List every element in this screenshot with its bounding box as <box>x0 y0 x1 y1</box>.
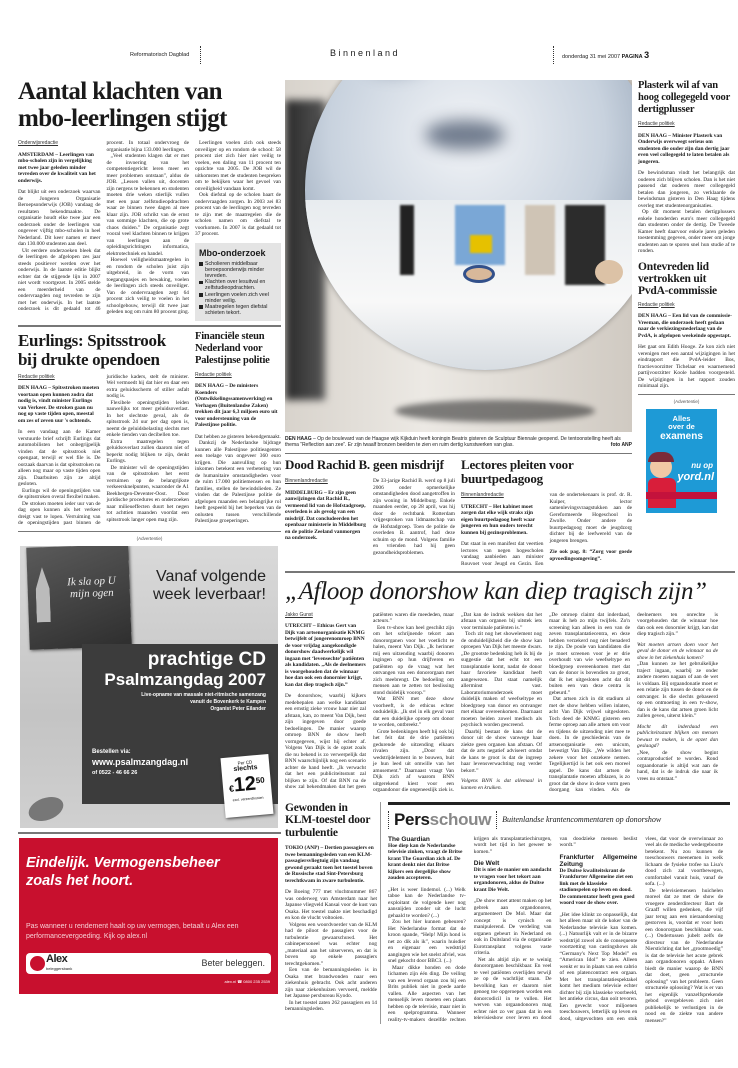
alex-advertisement[interactable] <box>19 838 278 994</box>
price-cents: 50 <box>255 775 266 786</box>
middle-column <box>285 80 632 567</box>
box-item: Scholieren middelbaar beroepsonderwijs minder tevreden. <box>199 261 277 280</box>
interview-question: Wat moeten artsen doen voor het geval de donor en de winnaar na de show in het ziekenhuis komen? <box>637 641 718 661</box>
top-article-body <box>18 140 281 321</box>
alex-contact: alex.nl ☎ 0800 235 2539 <box>224 978 270 984</box>
ad-body: Pas wanneer u rendement haalt op uw vermogen, betaalt u Alex een performancevergoeding. Kijk op alex.nl <box>26 922 239 940</box>
section-title: Binnenland <box>330 48 401 58</box>
paragraph: Dat blijkt uit een onderzoek waarvan de Jongeren Organisatie Beroepsonderwijs (JOB) vandaag de resultaten bekendmaakte. De organisatie houdt elke twee jaar een onderzoek onder de leerlingen van ongeveer vijftig mbo-scholen in heel Nederland. Dit keer namen er meer dan 130.000 studenten aan deel. <box>18 189 101 247</box>
byline: Redactie politiek <box>638 301 675 308</box>
byline: Redactie politiek <box>638 121 675 127</box>
eurlings-palestine-row <box>18 331 281 527</box>
paragraph: De donorshow, waarbij kijkers medebepalen aan welke kandidaat een ernstig zieke vrouw haar nier zal afstaan, kan, zo meent Van Dijk, best zijn ingegeven door goede bedoelingen. De manier waarop omroep BNN de show heeft vormgegeven, wijst hij echter af. Volgens Van Dijk is de opzet zoals die nu bekend is zo verwerpelijk dat BNN waarschijnlijk nog een scenario achter de hand heeft. „Ik verwacht dat het een publiciteitsstunt zal blijken te zijn. Of dat BNN na de show zal bekendmaken dat het geen patiënten waren die meededen, maar acteurs.” <box>285 611 454 791</box>
paragraph: Op dit moment betalen dertigplussers enkele honderden euro's meer collegegeld dan studenten onder de dertig. De Tweede Kamer heeft daarvoor enkele jaren geleden toestemming gegeven, onder meer om jonge studenten aan te sporen snel hun studie af te ronden. <box>638 209 735 254</box>
caption-text: – Op de boulevard van de Haagse wijk Kijkduin heeft koningin Beatrix gisteren de Sculptuur Biennale geopend. De tentoonstelling heeft als thema “Reflection aan zee”. Er zijn twaalf bronzen beelden te zien en ruim dertig kunstwerken van glas. <box>285 436 621 449</box>
persschouw-subtitle: Buitenlandse krantencommentaren op donorshow <box>502 815 662 825</box>
reflected-face <box>595 260 623 284</box>
paragraph: Grote bedenkingen heeft hij ook bij het feit dat de drie patiënten gedurende de uitzending elkaars rivalen zijn. „Door dat wedstrijdelement in te bouwen, buit je hun leed uit omwille van het amusement.” Daarnaast vraagt Van Dijk zich af waarom BNN uitgerekend kiest voor een orgaandonor die ongeneeslijk ziek is. „Dat kan de indruk wekken dat het afstaan van organen bij uitstek iets voor terminale patiënten is.” <box>373 611 542 794</box>
eurlings-article <box>18 331 189 527</box>
ontevreden-article <box>638 261 735 390</box>
headline-line: mbo-leerlingen stijgt <box>18 105 227 132</box>
persschouw-title <box>394 810 491 830</box>
see-also-link[interactable]: Zie ook pag. 8: “Zorg voor goede opvoedingsomgeving”. <box>549 549 632 562</box>
byline: Binnenlandredactie <box>285 478 328 485</box>
klm-headline: Gewonden in KLM-toestel door turbulentie <box>285 801 371 839</box>
newspaper-name: Die Welt <box>473 860 500 868</box>
byline: Onderwijsredactie <box>18 140 59 146</box>
price-whole: 12 <box>232 772 257 797</box>
article-lead: De Duitse kwaliteitskrant de Frankfurter Allgemeine ziet een link met de klassieke stadionspelen op leven en dood. De commentator heeft geen goed woord voor de show over. <box>559 867 635 907</box>
plasterk-headline: Plasterk wil af van hoog collegegeld voor dertigplusser <box>638 80 730 115</box>
photo-caption <box>285 436 632 449</box>
palestine-article <box>195 331 281 525</box>
reflected-figure <box>525 205 555 275</box>
page-date <box>562 50 649 60</box>
currency: € <box>228 783 235 795</box>
paragraph: Een tv-show kan heel geschikt zijn om het schrijnende tekort aan donororganen voor het voetlicht te halen, meent Van Dijk. „Ik herinner mij een uitzending waarbij donoren ingingen op hun drijfveren en patiënten op de vraag wat het ontvangen van een donororgaan met zich meebrengt. De bedoeling om mensen aan te zetten tot beslissing stond duidelijk voorop.” <box>373 624 454 696</box>
alex-phone: 0800 235 2539 <box>243 978 270 984</box>
yord-site[interactable]: yord.nl <box>677 471 714 483</box>
ad-text: nu op <box>691 461 713 470</box>
interview-question: Mocht dit inderdaad een publiciteitsstunt blijken om mensen bewust te maken, is de opzet dan geslaagd? <box>637 723 718 750</box>
advertisement-label: (Advertentie) <box>673 399 700 404</box>
cd-title-2: Psalmzangdag 2007 <box>104 670 266 690</box>
order-label: Bestellen via: <box>92 749 131 756</box>
article-lead: DEN HAAG – Een lid van de commissie-Vreeman, die onderzoek heeft gedaan naar de verkiezingsnederlaag van de PvdA, is afgelopen weekeinde opgestapt. <box>638 313 732 339</box>
headline-line: Aantal klachten van <box>18 78 222 105</box>
persschouw-header <box>388 810 730 830</box>
advertisement-label: (Advertentie) <box>136 536 163 542</box>
yord-advertisement[interactable] <box>646 409 717 513</box>
mbo-onderzoek-box <box>195 243 281 322</box>
divider <box>285 571 735 573</box>
ad-text: over de <box>668 422 695 431</box>
rachid-headline: Dood Rachid B. geen misdrijf <box>285 457 444 473</box>
box-item: Klachten over lesuitval en zelfstudieopdrachten. <box>199 279 277 291</box>
order-url[interactable]: www.psalmzangdag.nl <box>92 757 189 768</box>
headline-line: bij drukte opendoen <box>18 349 160 369</box>
paragraph: De minister wil de openingstijden van de spitsstroken het eerst verruimen op de belangrijkste verkeersknelpunten, waaronder de A1 Beekbergen-Deventer-Oost. Door juridische procedures en onderzoeken naar milieueffecten duurt het negen tot achttien maanden voordat een spitsstrook langer open mag zijn. <box>106 464 189 523</box>
cd-title <box>104 650 266 713</box>
interview-answer: „Nee, de show begint contraproductief te worden. Rond orgaandonatie is altijd wat aan de hand, dat is de indruk die naar ik vrees nu ontstaat.” <box>637 749 718 782</box>
paragraph: Uit eerdere onderzoeken bleek dat de leerlingen de afgelopen zes jaar steeds positiever werden over het onderwijs. In de laatste editie blijkt echter dat de stijgende lijn in 2007 niet wordt voortgezet. In 2005 stelde een meerderheid van de ondervraagden nog tevreden te zijn met het onderwijs. In het laatste onderzoek is dit gedaald tot 46 procent. In totaal ondervroeg de organisatie bijna 133.000 leerlingen. <box>18 140 189 312</box>
byline: Jakko Gunst <box>285 611 313 618</box>
paragraph: Net als altijd zijn er te weinig donororganen beschikbaar. En veel te veel patiënten overlijden terwijl ze op de wachtlijst staan. De bevolking kan er daarom niet genoeg toe opgeroepen worden een donorcodicil in te vullen. Het werven van orgaandonoren mag echter niet zo ver gaan dat in een televisieshow over leven en dood van doodzieke mensen beslist wordt.” <box>473 835 638 1022</box>
article-lead: Hoe diep kan de Nederlandse televisie zinken, vraagt de Britse krant The Guardian zich af. De krant denkt niet dat Britse kijkers een dergelijke show zouden accepteren. <box>388 842 463 882</box>
article-lead: MIDDELBURG – Er zijn geen aanwijzingen dat Rachid B., vermeend lid van de Hofstadgroep, overleden is als gevolg van een misdrijf. Dat concludeerden het openbaar ministerie in Middelburg en de politie Zeeland vanmorgen na onderzoek. <box>285 489 366 542</box>
cd-desc: Organist Peter Eilander <box>210 706 266 713</box>
cloud-reflection <box>425 120 505 150</box>
lectores-article <box>461 458 632 567</box>
divider <box>18 832 281 834</box>
paragraph: Een van de bemanningsleden is in Osaka met brandwonden naar een ziekenhuis gebracht. Ook acht anderen zijn naar ziekenhuizen vervoerd, meldde het Japanse persbureau Kyodo. <box>285 967 377 1000</box>
paragraph: „Het is weer lindemol. (...) Welk taboe kan de Nederlandse tv-exploitant de volgende keer nog aansnijden zonder uit de lucht gehaald te worden? (...) <box>388 886 466 919</box>
box-item: Leerlingen voelen zich veel minder veilig. <box>199 292 277 304</box>
alex-eye-icon <box>30 956 45 971</box>
sculpture-photo <box>285 80 632 432</box>
alex-slogan: Beter beleggen. <box>201 957 265 968</box>
header-divider <box>553 46 554 64</box>
box-item: Maatregelen tegen diefstal schieten tekort. <box>199 304 277 316</box>
article-lead: TOKIO (ANP) – Dertien passagiers en twee bemanningsleden van een KLM-passagiersvliegtuig zijn vandaag gewond geraakt toen het toestel boven de Russische stad Sint-Petersburg terechtkwam in zware turbulentie. <box>285 845 374 884</box>
paragraph: Wat BNN met deze show voorheeft, is de ethicus echter onduidelijk. „Ik stel in elk geval vast dat een duidelijke oproep om donor te worden, ontbreekt.” <box>373 696 454 729</box>
paragraph: „De omroep claimt dat inderdaad, maar ik heb zo mijn twijfels. Zo'n screening kan alleen in een van de zeven transplantatiecentra, en deze hebben verzekerd nog niet benaderd te zijn. De poule van kandidaten die je moet screenen voor je er drie overhoudt van wie weefseltype en bloedgroep overeenkomen met dat van de donor is bovendien zo groot, dat ik het uitgesloten acht dat dit buiten een van deze centra is gebeurd.” <box>549 611 630 696</box>
church-icon <box>35 567 51 622</box>
headline-line: Eurlings: Spitsstrook <box>18 330 166 350</box>
cd-cover <box>26 546 131 650</box>
alex-site[interactable]: alex.nl <box>224 978 237 984</box>
caption-location: DEN HAAG <box>285 436 312 442</box>
article-lead: DEN HAAG – Spitsstroken moeten voortaan open kunnen zodra dat nodig is, vindt minister Eurlings van Verkeer. De stroken gaan nu nog op vaste tijden open, meestal om zes of zeven uur 's ochtends. <box>18 385 100 424</box>
paragraph: Dankzij de Nederlandse bijdrage kunnen alle Palestijnse politieagenten een toelage van ongeveer 360 euro krijgen. Die aanvulling op hun inkomen betekent een verbetering van de humanitaire omstandigheden voor de ruim 17.000 politiemensen en hun families, stellen de bewindslieden. Ze vinden dat de Palestijnse politie de afgelopen maanden een belangrijke rol heeft gespeeld bij het beperken van de onlusten tussen verschillende Palestijnse groeperingen. <box>195 440 281 525</box>
left-column <box>18 78 281 994</box>
newspaper-name: Frankfurter Allgemeine Zeitung <box>559 853 638 868</box>
ontevreden-headline: Ontevreden lid vertrokken uit PvdA-commissie <box>638 260 717 297</box>
alex-logo: Alex <box>46 952 68 965</box>
persschouw-section <box>380 802 730 1025</box>
order-phone: of 0522 - 46 66 26 <box>92 770 138 777</box>
student-hair <box>648 452 674 462</box>
byline: Redactie politiek <box>18 373 55 380</box>
paragraph: Volgens een woordvoerder van de KLM had de piloot de passagiers voor de turbulentie gewaarschuwd. Het cabinepersoneel was echter nog „materiaal aan het uitserveren, en dat is boven op enkele passagiers terechtgekomen.” <box>285 921 377 967</box>
paragraph: Maar dikke honden en dode lichamen zijn één ding. De veiling van een levend orgaan zou bij een Brits publiek niet in goede aarde vallen. Alle aspecten van het menselijk leven moeten een plaats hebben op de televisie, maar niet in een spelprogramma. Wanneer reality-tv-makers dezelfde rechten krijgen als transplantatiechirurgen, wordt het tijd in het geweer te komen.” <box>388 835 552 1023</box>
photo-credit: foto ANP <box>610 442 632 449</box>
article-lead: DEN HAAG – De ministers Koenders (Ontwikkelingssamenwerking) en Verhagen (Buitenlandse Zaken) trekken dit jaar 6,3 miljoen euro uit voor ondersteuning van de Palestijnse politie. <box>195 383 278 429</box>
rachid-article <box>285 458 455 556</box>
cd-advertisement[interactable] <box>20 546 278 828</box>
paragraph: Toch zit nog het showelement nog de onduidelijkheid die de show kan oproepen Van Dijk het meeste dwars. „De grootste bedenking heb ik bij de suggestie dat het echt tot een transplantatie komt, nadat de donor haar favoriete kandidaat heeft aangewezen. Dat staat namelijk allerminst vast. Laboratoriumonderzoek moet duidelijk maken of weefseltype en bloedgroep van donor en ontvanger met elkaar overeenkomen. Daarnaast moeten beiden zowel medisch als psychisch worden gescreend. <box>461 631 542 729</box>
paragraph: In het toestel zaten 262 passagiers en 14 bemanningsleden. <box>285 999 377 1013</box>
donor-headline: „Afloop donorshow kan diep tragisch zijn” <box>285 577 707 605</box>
paragraph: „Het idee klinkt zo onpasselijk, dat het alleen maar uit de koker van de Nederlandse televisie kan komen. (...) Natuurlijk valt er in de bizarre wedstrijd zowel als de consequente voortzetting van castingshows als “Germany's Next Top Model” en “American Idol” te zien. Alleen wenkt er nu in plaats van een cabrio of een platencontract een orgaan. Met het transplantatiespektakel komt het medium televisie echter dichter bij zijn klassieke voorbeeld, het antieke circus, dan ooit tevoren. Een gevecht voor miljoenen toeschouwers, letterlijk op leven en dood, uitgevochten om een stuk vlees, dat voor de overwinnaar zo veel als de medische wedergeboorte betekent. Nu zou kunnen de toeschouwers meenemen in welk lichaam de fysieke trofee na Lisa's dood zich zal voortbewegen, comfortabel vanuit huis, vanaf de sofa. (...) <box>559 835 723 1022</box>
header-divider <box>200 46 201 64</box>
ad-headline: Eindelijk. Vermogensbeheer <box>26 854 220 871</box>
article-lead: UTRECHT – Ethicus Gert van Dijk van artsenorganisatie KNMG betwijfelt of jongerenomroep BNN de voor vrijdag aangekondigde donorshow daadwerkelijk wil ingaan met ‘levensechte’ patiënten als kandidaten. „Als de deelnemers is voorgehouden dat de winnaar hoe dan ook een donornier krijgt, kan dat diep tragisch zijn.” <box>285 623 366 688</box>
ad-headline: zoals het hoort. <box>26 872 134 889</box>
paragraph: Leerlingen voelen zich ook steeds onveiliger op en rondom de school: 58 procent ziet zich hier niet veilig te voelen, een daling van 11 procent ten opzichte van 2005. De JOB wil de uitkomsten met de studenten bespreken om te bekijken waar het gevoel van onveiligheid vandaan komt. <box>195 140 281 192</box>
cover-title: Ik sla op U mijn ogen <box>66 575 116 601</box>
paragraph: De Boeing 777 met vluchtnummer 867 was onderweg van Amsterdam naar het Japanse vliegveld Kansai voor de kust van Osaka. Het toestel raakte niet beschadigd en kon de vlucht voltooien. <box>285 889 377 922</box>
paragraph: Ook diefstal op de scholen baart de ondervraagden zorgen. In 2003 zei 83 procent van de leerlingen nog tevreden te zijn met de maatregelen die de scholen namen om diefstal te voorkomen. In 2007 is dat gedaald tot 37 procent. <box>195 192 281 237</box>
psalmzangdag-logo <box>25 793 66 826</box>
article-lead: UTRECHT – Het kabinet moet zorgen dat elke wijk straks zijn eigen buurtpedagoog heeft waar jongeren en hun ouders terecht kunnen bij gezinsproblemen. <box>461 503 536 536</box>
paragraph: Flexibele openingstijden leiden nauwelijks tot meer geluidsoverlast. In het slechtste geval, als de spitsstrook 24 uur per dag open is, neemt de geluidsbelasting slechts met enkele tienden van decibellen toe. <box>106 399 189 439</box>
bottom-row <box>285 802 735 1025</box>
header-divider <box>496 811 497 829</box>
interview-answer: „Dan kunnen ze het gebruikelijke traject ingaan, waarbij ze onder andere moeten nagaan of aan de wet is voldaan. Bij orgaandonatie moet er een relatie zijn tussen de donor en de ontvanger. Is die slechts gebaseerd op een ontmoeting in een tv-show, dan is de kans dat artsen groen licht zullen geven, uiterst klein.” <box>637 661 718 720</box>
paragraph: Extra maatregelen tegen geluidsoverlast zullen daarom niet of beperkt nodig blijken te zijn, denkt Eurlings. <box>106 438 189 465</box>
header-divider <box>388 811 389 829</box>
paragraph: Daarbij bestaat de kans dat de donor uit de show vanwege haar ziekte geen organen kan afstaan. Of dat de arts negatief adviseert omdat de kans te groot is dat de ingreep haar levensverwachting nog verder bekort.” <box>461 728 542 774</box>
article-lead: AMSTERDAM – Leerlingen van mbo-scholen zijn in vergelijking met twee jaar geleden minder tevreden over de kwaliteit van het onderwijs. <box>18 151 96 184</box>
lectores-headline: Lectores pleiten voor buurtpedagoog <box>461 457 574 487</box>
divider <box>18 531 281 533</box>
persschouw-top-rule <box>388 802 730 805</box>
byline: Binnenlandredactie <box>461 492 504 499</box>
reflected-figure <box>470 235 492 253</box>
alex-logo-sub: beleggersbank <box>46 965 73 971</box>
paragraph: Het gaat om Edith Hooge. Ze kon zich niet verenigen met een aantal wijzigingen in het eindrapport die PvdA-leider Bos, fractievoorzitter Tichelaar en waarnemend partijvoorzitter Koole hadden voorgesteld. De wijzigingen in het rapport zouden minimaal zijn. <box>638 344 735 389</box>
ad-text: examens <box>660 431 703 442</box>
box-title: Mbo-onderzoek <box>199 247 266 258</box>
page-label: PAGINA <box>621 54 643 60</box>
ad-band <box>646 492 717 499</box>
price-tag <box>220 754 273 818</box>
alex-logo-bar <box>26 953 271 974</box>
cd-title-1: prachtige CD <box>147 649 266 671</box>
right-area <box>285 80 735 1024</box>
palestine-headline: Financiële steun Nederland voor Palestijnse politie <box>195 330 270 366</box>
paragraph: In een vandaag aan de Kamer verstuurde brief schrijft Eurlings dat automobilisten het onbegrijpelijk vinden dat de spitsstrook niet opengaat, terwijl er wel file is. De oorzaak daarvan is dat spitsstroken nu alleen nog maar op vaste tijden open zijn. Daarbuiten zijn ze altijd gesloten. <box>18 429 101 488</box>
plasterk-article <box>638 80 735 255</box>
article-lead: Dit is niet de manier om aandacht te vragen voor het tekort aan organdonoren, aldus de Duitse krant Die Welt. <box>473 867 552 893</box>
paragraph: Dat staat in een manifest dat veertien lectores van negen hogescholen vandaag aanbieden aan minister Rouvoet voor Jeugd en Gezin. Een van de ondertekenaars is prof. dr. R. Kuiper, lector samenlevingsvraagstukken aan de Gereformeerde Hogeschool in Zwolle. Onder andere de buurtpedagoog moet de jeugdzorg dichter bij de leefwereld van de jongeren brengen. <box>461 492 632 567</box>
klm-article <box>285 802 377 1013</box>
article-lead: DEN HAAG – Minister Plasterk van Onderwijs overweegt serieus om studenten die ouder zijn dan dertig jaar even veel collegegeld te laten betalen als jongeren. <box>638 132 730 165</box>
donor-article-body <box>285 612 718 794</box>
byline: Redactie politiek <box>195 371 232 378</box>
date-text: donderdag 31 mei 2007 <box>562 54 621 60</box>
italic-note: Volgens BNN is dat allemaal in kannen en kruiken. <box>461 778 542 791</box>
page-number: 3 <box>644 50 650 60</box>
divider <box>638 394 735 396</box>
paragraph: Dat hebben ze gisteren bekendgemaakt. <box>195 433 281 440</box>
glass-sphere <box>305 80 632 370</box>
title-part: schouw <box>429 809 492 829</box>
eurlings-body <box>18 374 189 527</box>
paragraph: „Veel studenten klagen dat er met de invoering van het competentiegericht leren meer en meer problemen ontstaan”, aldus de JOB. „Lessen vallen uit, docenten zijn nergens te bekennen en studenten moeten drie weken stierlijk vullen met een paar zelfstudieopdrachten waar ze binnen twee dagen al mee klaar zijn. JOB schrikt van de ernst van sommige klachten, die op grote chaos duiden.” De organisatie zegt vooral veel klachten binnen te krijgen van leerlingen aan de opleidingsrichtingen informatica, elektrotechniek en handel. <box>106 153 189 257</box>
price-label: Per CD <box>237 759 253 767</box>
divider <box>18 325 281 327</box>
top-article-headline <box>18 78 281 132</box>
ad-tagline: Vanaf volgende week leverbaar! <box>153 568 266 604</box>
ad-text: Alles <box>672 414 691 423</box>
paragraph: „De show moet attent maken op het gebrek aan organdonoren, argumenteert De Mol. Maar dat concept is cynisch en manipulerend. De verdeling van organen gebeurt in Nederland en ook in Duitsland via de organisatie Eurotransplant volgens vaste criteria. <box>473 898 552 957</box>
paragraph: De televisiemensen huichelen moreel dat ze met de show de vroegere zenderdirecteur Bart de Graaff willen gedenken, die vijf jaar terug aan een nieraandoening gestorven is, voordat er voor hem een donororgaan beschikbaar was. (...) Ondertussen jubelt zelfs de directeur van de Nederlandse Nierstichting dat het „grootmoedig” is dat de televisie het acute gebrek aan organdonoren oppakt. Alleen biedt de manier waarop de BNN dat doet, geen „structurele oplossing” van het probleem. Geen structurele oplossing? Wat is er van het eigenlijk vanzelfsprekende gebod overgebleven zich niet publiekelijk te verlustigen in de nood en de ziekte van andere mensen?” <box>645 887 723 1024</box>
title-part: Pers <box>394 809 430 829</box>
paragraph: Eurlings wil de openingstijden van de spitsstroken overal flexibel maken. <box>18 487 101 501</box>
persschouw-body <box>388 836 723 1025</box>
sphere-base <box>395 400 595 422</box>
paragraph: Zou het hier kunnen gebeuren? Het Nederlandse format dat de kroon spande, “Help! Mijn hond is net zo dik als ik”, waarin huisdier en eigenaar een wedstrijd aangingen wie het snelst afviel, was snel gekocht door BBC3. (...) <box>388 919 466 965</box>
paragraph: De bewindsman vindt het belangrijk dat ouderen zich blijven scholen. Dan is het niet passend dat ouderen meer collegegeld betalen dan jongeren, zo verklaarde de bewindsman gisteren in Den Haag tijdens overleg met studentenorganisaties. <box>638 170 735 209</box>
cd-desc: Live-opname van massale niet-ritmische samenzang <box>141 692 266 699</box>
paragraph: De stroken moeten ieder uur van de dag open kunnen als het verkeer dreigt vast te lopen. Verruiming van de openingstijden past binnen de juridische kaders, stelt de minister. Wel vermoedt hij dat hier en daar een extra geluidsscherm of stiller asfalt nodig is. <box>18 373 189 527</box>
divider <box>285 453 632 455</box>
newspaper-name: The Guardian <box>388 835 430 843</box>
top-row <box>285 80 735 567</box>
reflected-face <box>463 265 495 283</box>
reflected-figure <box>400 205 414 275</box>
right-column <box>638 80 735 513</box>
paragraph: Hoewel veiligheidsmaatregelen in en rondom de scholen juist zijn uitgebreid, in de vorm van toegangspasjes en bewaking, voelen de leerlingen zich steeds onveiliger. Van de ondervraagden zegt 64 procent zich veilig te voelen in het schoolgebouw, terwijl dit twee jaar geleden nog om ruim 80 procent ging. <box>106 257 189 315</box>
eurlings-headline <box>18 331 189 369</box>
price-label: slechts <box>233 764 258 774</box>
order-info <box>92 749 188 776</box>
cd-desc: vanuit de Bovenkerk te Kampen <box>190 699 266 706</box>
paragraph: Dat artsen zich in dit stadium al met de show hebben willen inlaten, acht Van Dijk vrijwel uitgesloten. Toch deed de KNMG gisteren een ferme oproep aan alle artsen om voor en tijdens de uitzending niet mee te doen. In de geschiedenis van de artsenorganisatie een unicum, bevestigt Van Dijk. „We wilden het zekere voor het onzekere nemen. Tegelijkertijd is het ook een moreel appel. De kans dat artsen de transplantatie moeten afblazen, is zo groot dat de show in deze vorm geen doorgang kan vinden. Als de deelnemers ten onrechte is voorgehouden dat de winnaar hoe dan ook een donornier krijgt, kan dat diep tragisch zijn.” <box>549 611 718 794</box>
short-news-row <box>285 458 632 567</box>
newspaper-name: Reformatorisch Dagblad <box>130 52 190 58</box>
paragraph: De 33-jarige Rachid B. werd op 8 juli 2006 onder opmerkelijke omstandigheden dood aangetroffen in zijn woning in Middelburg. Enkele maanden eerder, op 28 april, was hij door de rechtbank Rotterdam vrijgesproken van lidmaatschap van de Hofstadgroep. Toen de politie de overleden B. aantrof, had deze schuim op de mond. Volgens familie en vrienden had hij geen gezondheidsproblemen. <box>373 478 455 556</box>
price-note: excl. verzendkosten <box>232 796 264 803</box>
